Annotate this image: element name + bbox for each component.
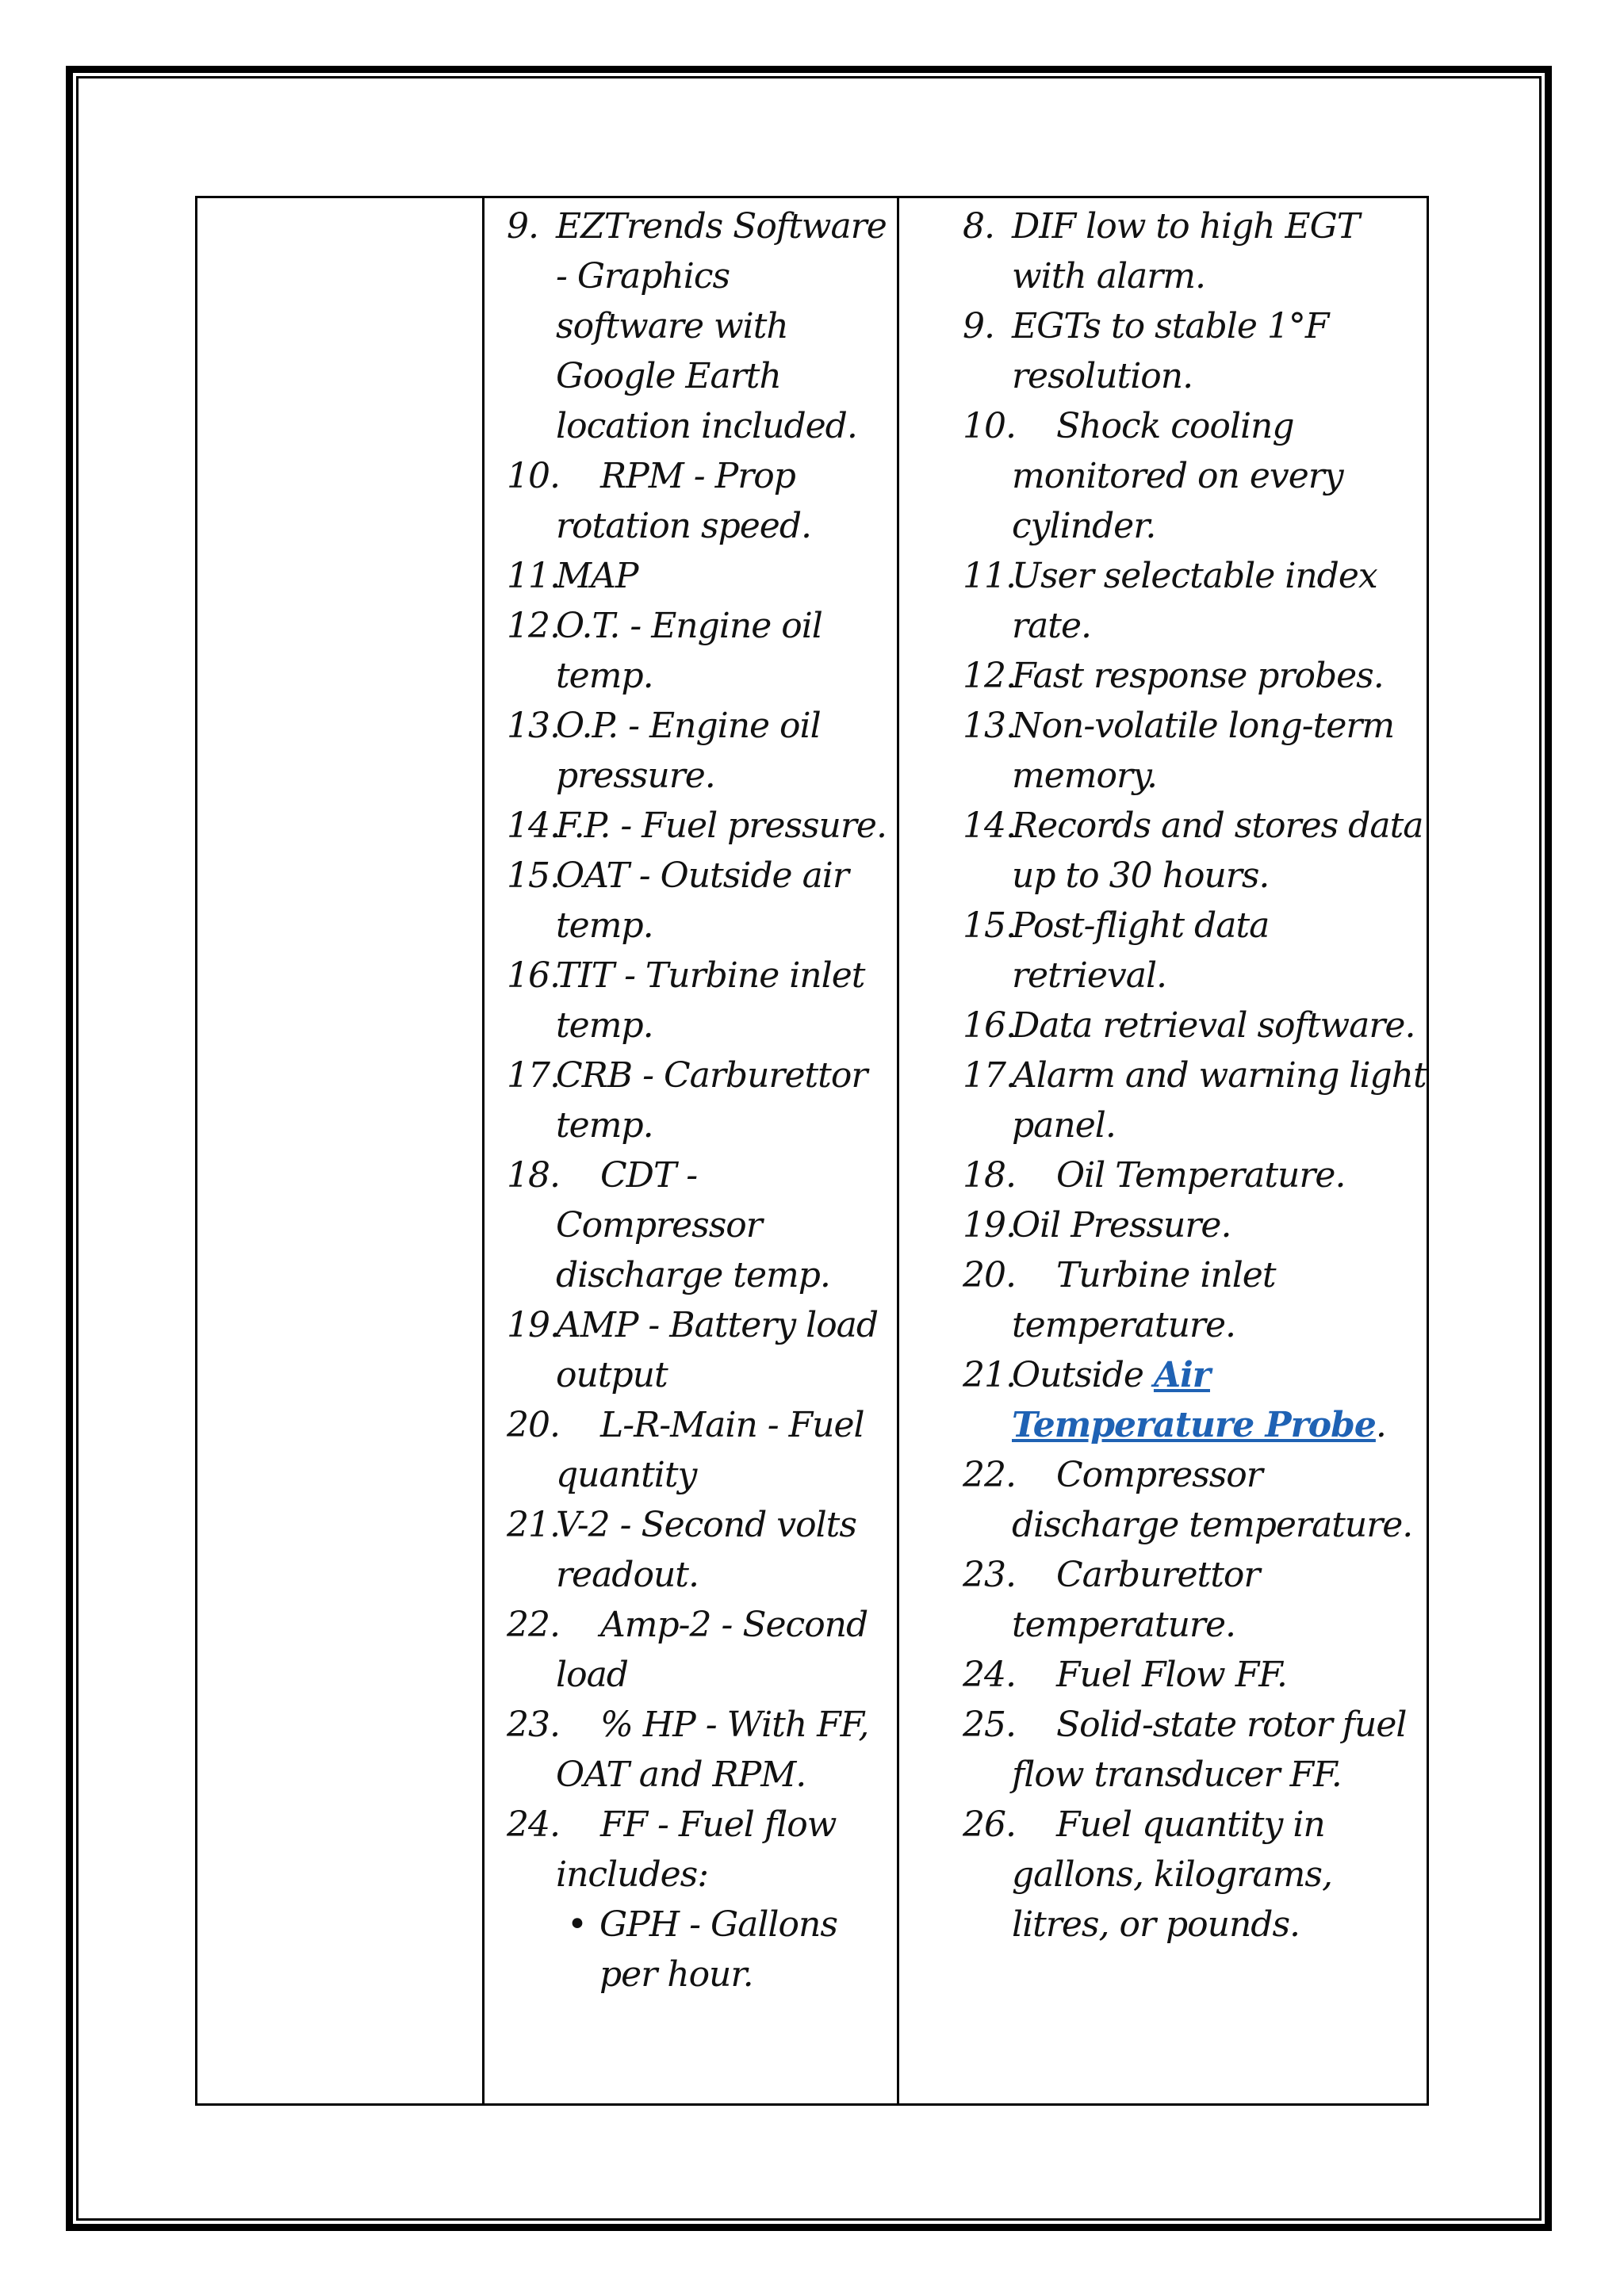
list-bullet-item xyxy=(507,1900,887,1999)
list-item xyxy=(507,1400,887,1500)
list-item-text: User selectable index rate. xyxy=(1012,556,1377,646)
list-item xyxy=(507,851,887,951)
list-item-number: 10. xyxy=(963,406,1016,446)
list-item-number: 18. xyxy=(963,1155,1016,1196)
list-item-number: 12. xyxy=(963,656,1016,696)
list-item-number: 20. xyxy=(963,1255,1016,1295)
list-item-text: Oil Pressure. xyxy=(1012,1205,1231,1246)
list-item xyxy=(963,1200,1431,1250)
list-item xyxy=(507,1300,887,1400)
list-item-text: Post-flight data retrieval. xyxy=(1012,905,1270,996)
list-item-number: 19. xyxy=(963,1205,1016,1246)
list-item-text: EZTrends Software - Graphics software with Google Earth location included. xyxy=(556,206,887,446)
list-item-number: 23. xyxy=(507,1705,560,1745)
list-item-text: DIF low to high EGT with alarm. xyxy=(1012,206,1360,297)
list-item-number: 21. xyxy=(507,1505,560,1545)
list-item xyxy=(507,451,887,551)
air-temperature-probe-link[interactable]: Air Temperature Probe xyxy=(1012,1355,1376,1445)
list-item-text: TIT - Turbine inlet temp. xyxy=(556,955,865,1046)
list-item-text: Fast response probes. xyxy=(1012,656,1384,696)
list-item xyxy=(963,551,1431,651)
list-item-number: 22. xyxy=(963,1455,1016,1495)
list-item-text: Solid-state rotor fuel flow transducer FF. xyxy=(1012,1705,1407,1795)
list-item xyxy=(963,901,1431,1001)
list-item xyxy=(507,551,887,601)
list-item-number: 17. xyxy=(507,1055,560,1096)
list-item-number: 25. xyxy=(963,1705,1016,1745)
list-item xyxy=(963,651,1431,701)
list-item-number: 21. xyxy=(963,1355,1016,1395)
table-column-right xyxy=(899,198,1429,2103)
list-item-number: 10. xyxy=(507,456,560,496)
list-item-text: CRB - Carburettor temp. xyxy=(556,1055,868,1146)
list-item-number: 15. xyxy=(963,905,1016,946)
list-item-text: RPM - Prop rotation speed. xyxy=(556,456,811,546)
list-item-text: MAP xyxy=(556,556,638,596)
list-item-text: Records and stores data up to 30 hours. xyxy=(1012,806,1423,896)
list-item-text: CDT - Compressor discharge temp. xyxy=(556,1155,830,1295)
list-item-text: Fuel quantity in gallons, kilograms, litres, or pounds. xyxy=(1012,1804,1332,1945)
list-item-number: 23. xyxy=(963,1555,1016,1595)
list-item xyxy=(963,1150,1431,1200)
list-item-text: EGTs to stable 1°F resolution. xyxy=(1012,306,1329,396)
list-item-number: 13. xyxy=(507,706,560,746)
list-item-number: 18. xyxy=(507,1155,560,1196)
list-item-text: Fuel Flow FF. xyxy=(1056,1655,1287,1695)
list-item-number: 19. xyxy=(507,1305,560,1345)
middle-feature-list xyxy=(507,201,887,1999)
list-item xyxy=(963,301,1431,401)
list-item-number: 22. xyxy=(507,1605,560,1645)
list-item xyxy=(507,1700,887,1800)
list-item xyxy=(963,801,1431,901)
bullet-icon: • xyxy=(567,1904,587,1945)
list-item-number: 26. xyxy=(963,1804,1016,1845)
features-table xyxy=(195,196,1429,2106)
list-item xyxy=(507,201,887,451)
list-item-text: Carburettor temperature. xyxy=(1012,1555,1260,1645)
list-item xyxy=(507,1050,887,1150)
list-item-number: 12. xyxy=(507,606,560,646)
list-item-number: 11. xyxy=(963,556,1016,596)
list-item-number: 17. xyxy=(963,1055,1016,1096)
list-item xyxy=(963,1350,1431,1450)
list-item-text: Turbine inlet temperature. xyxy=(1012,1255,1276,1345)
list-item xyxy=(963,1650,1431,1700)
list-item-number: 11. xyxy=(507,556,560,596)
list-item-text: O.T. - Engine oil temp. xyxy=(556,606,822,696)
list-item xyxy=(963,1450,1431,1550)
right-feature-list xyxy=(963,201,1431,1950)
list-item-number: 14. xyxy=(507,806,560,846)
list-item-text: L-R-Main - Fuel quantity xyxy=(556,1405,864,1495)
list-item xyxy=(963,201,1431,301)
list-item xyxy=(963,1700,1431,1800)
list-item xyxy=(507,801,887,851)
list-item-text: Oil Temperature. xyxy=(1056,1155,1346,1196)
list-item-text: % HP - With FF, OAT and RPM. xyxy=(556,1705,869,1795)
list-item-number: 8. xyxy=(963,206,994,247)
list-item-text: GPH - Gallons per hour. xyxy=(599,1904,837,1995)
list-item-number: 13. xyxy=(963,706,1016,746)
list-item-text: Outside xyxy=(1012,1355,1154,1395)
list-item-text: OAT - Outside air temp. xyxy=(556,855,848,946)
list-item xyxy=(507,701,887,801)
list-item-number: 16. xyxy=(963,1005,1016,1046)
list-item xyxy=(507,1600,887,1700)
list-item-text: Non-volatile long-term memory. xyxy=(1012,706,1395,796)
list-item-text: V-2 - Second volts readout. xyxy=(556,1505,856,1595)
list-item-text: F.P. - Fuel pressure. xyxy=(556,806,887,846)
list-item-text: AMP - Battery load output xyxy=(556,1305,879,1395)
list-item xyxy=(507,951,887,1050)
list-item xyxy=(507,1500,887,1600)
list-item-text: Alarm and warning light panel. xyxy=(1012,1055,1427,1146)
list-item xyxy=(963,1550,1431,1650)
list-item-number: 9. xyxy=(507,206,538,247)
list-item xyxy=(507,1150,887,1300)
table-column-empty xyxy=(197,198,485,2103)
list-item xyxy=(963,1800,1431,1950)
list-item-text: Shock cooling monitored on every cylinder. xyxy=(1012,406,1343,546)
list-item xyxy=(507,601,887,701)
list-item xyxy=(963,701,1431,801)
list-item xyxy=(963,401,1431,551)
list-item xyxy=(507,1800,887,1900)
list-item-number: 16. xyxy=(507,955,560,996)
list-item-number: 14. xyxy=(963,806,1016,846)
list-item xyxy=(963,1050,1431,1150)
list-item xyxy=(963,1250,1431,1350)
list-item-text: O.P. - Engine oil pressure. xyxy=(556,706,821,796)
list-item-number: 24. xyxy=(507,1804,560,1845)
list-item-suffix: . xyxy=(1375,1405,1386,1445)
table-column-middle xyxy=(485,198,899,2103)
list-item-text: FF - Fuel flow includes: xyxy=(556,1804,837,1895)
list-item-number: 24. xyxy=(963,1655,1016,1695)
list-item-number: 15. xyxy=(507,855,560,896)
list-item-text: Data retrieval software. xyxy=(1012,1005,1415,1046)
list-item-text: Compressor discharge temperature. xyxy=(1012,1455,1413,1545)
list-item-text: Amp-2 - Second load xyxy=(556,1605,868,1695)
list-item xyxy=(963,1001,1431,1050)
list-item-number: 20. xyxy=(507,1405,560,1445)
list-item-number: 9. xyxy=(963,306,994,346)
